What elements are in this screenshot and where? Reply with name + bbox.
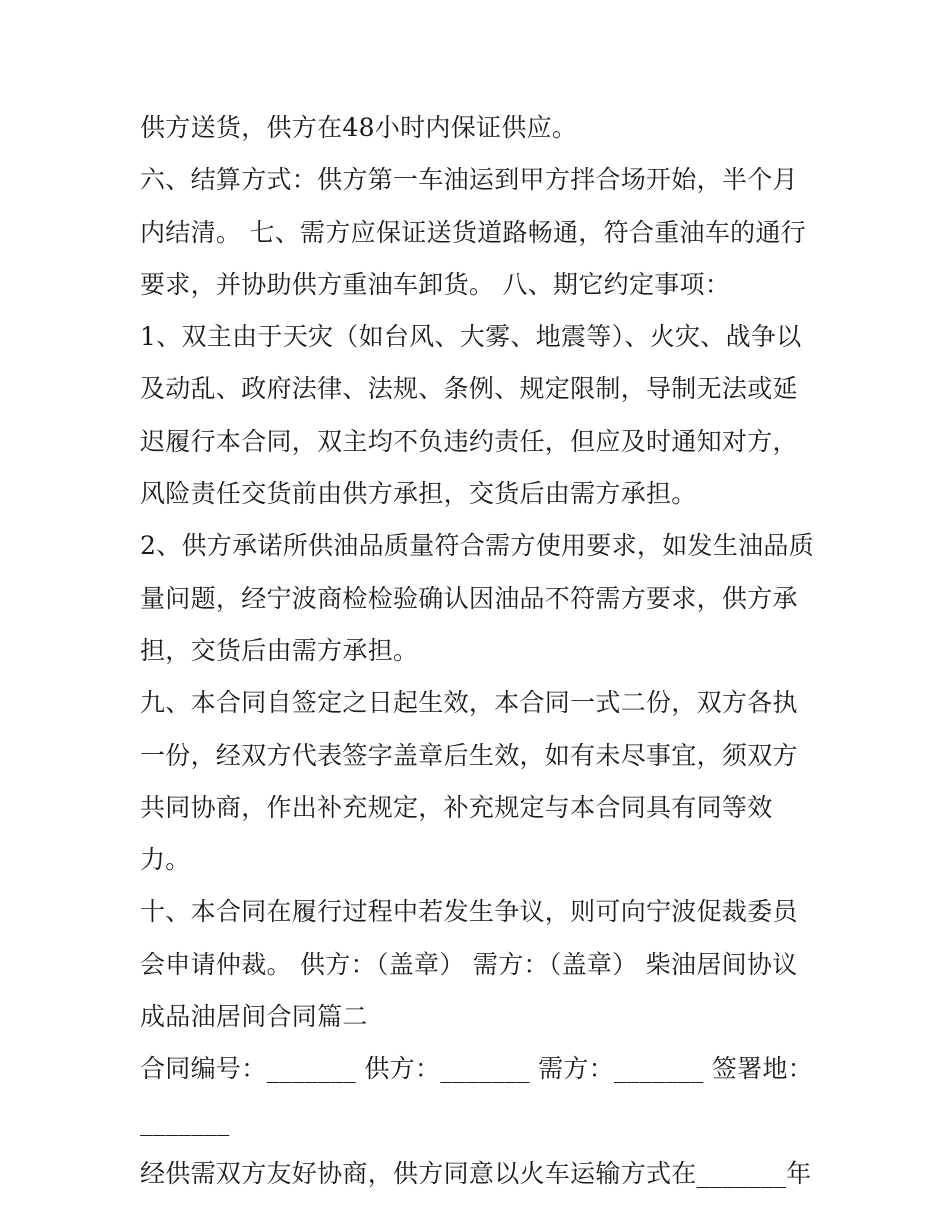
section-heading-contract-two: 成品油居间合同篇二 [140,1002,368,1032]
paragraph-contract-fields: 合同编号：_______ 供方：_______ 需方：_______ 签署地：_______ [140,1054,814,1136]
paragraph-arbitration: 十、本合同在履行过程中若发生争议，则可向宁波促裁委员会申请仲裁。 供方：（盖章） 需方：（盖章） 柴油居间协议 [140,897,798,979]
document-body [140,102,820,1200]
paragraph-supply-delivery: 供方送货，供方在48小时内保证供应。 [140,113,578,142]
paragraph-negotiation: 经供需双方友好协商，供方同意以火车运输方式在_______年 [140,1158,812,1188]
paragraph-settlement-terms: 六、结算方式：供方第一车油运到甲方拌合场开始，半个月内结清。 七、需方应保证送货道路畅通，符合重油车的通行要求，并协助供方重油车卸货。 八、期它约定事项： [140,165,807,299]
paragraph-force-majeure: 1、双主由于天灾（如台风、大雾、地震等）、火灾、战争以及动乱、政府法律、法规、条例、规定限制，导制无法或延迟履行本合同，双主均不负违约责任，但应及时通知对方，风险责任交货前由供方承担，交货后由需方承担。 [140,322,802,509]
paragraph-quality-commitment: 2、供方承诺所供油品质量符合需方使用要求，如发生油品质量问题，经宁波商检检验确认因油品不符需方要求，供方承担，交货后由需方承担。 [140,531,815,665]
paragraph-effectiveness: 九、本合同自签定之日起生效，本合同一式二份，双方各执一份，经双方代表签字盖章后生效，如有未尽事宜，须双方共同协商，作出补充规定，补充规定与本合同具有同等效力。 [140,688,798,875]
